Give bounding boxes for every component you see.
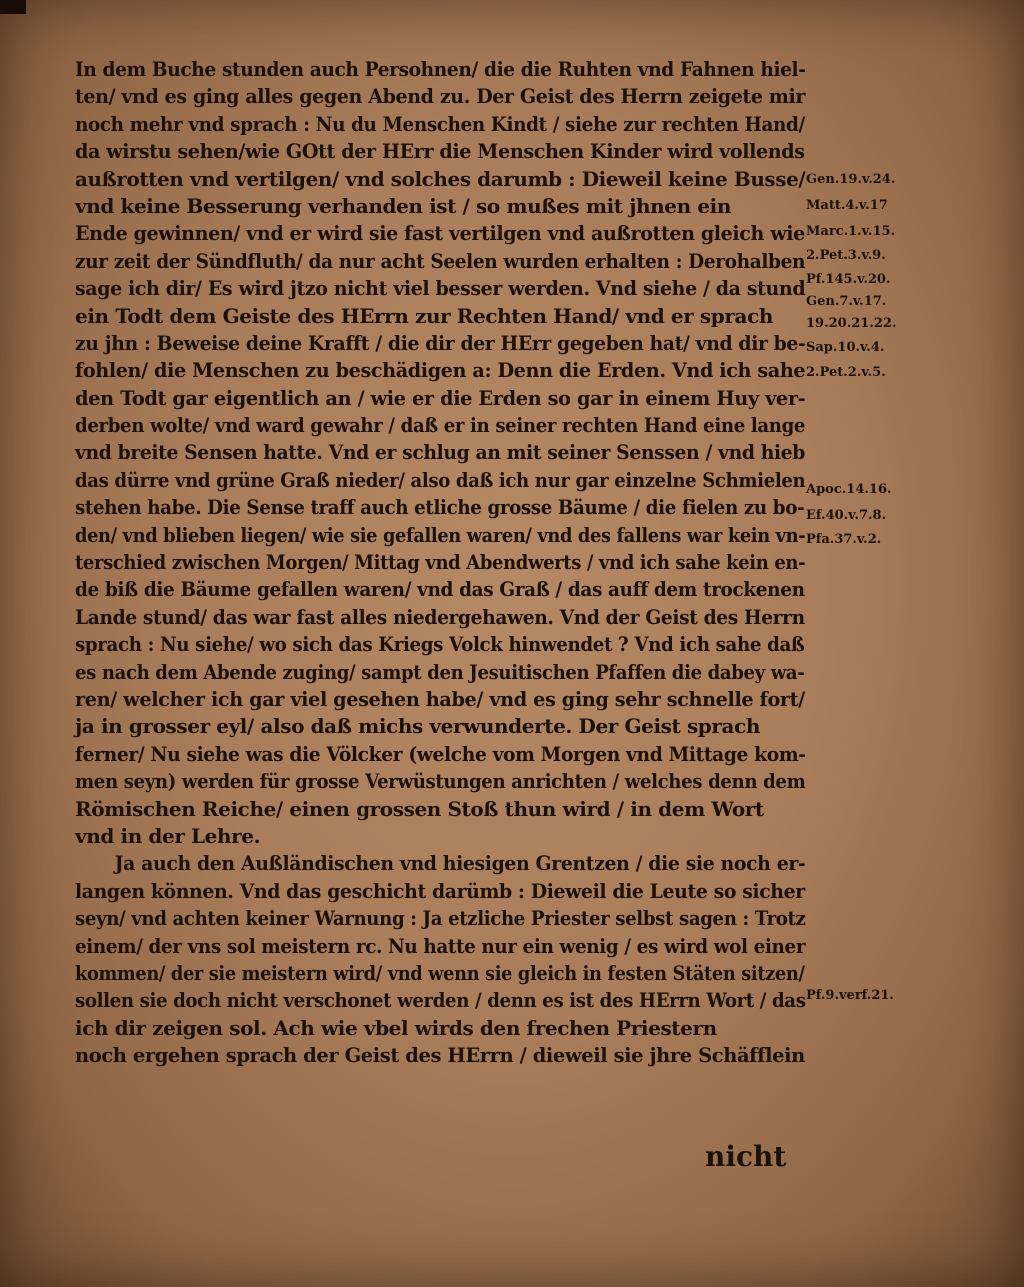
text-line: de biß die Bäume gefallen waren/ vnd das Graß / das auff dem trockenen: [75, 577, 805, 602]
text-line: men seyn) werden für grosse Verwüstungen anrichten / welches denn dem: [75, 769, 806, 794]
corner-mark: [0, 0, 26, 14]
text-line: noch mehr vnd sprach : Nu du Menschen Kindt / siehe zur rechten Hand/: [75, 111, 805, 136]
text-line: sage ich dir/ Es wird jtzo nicht viel besser werden. Vnd siehe / da stund: [75, 276, 806, 301]
text-line: einem/ der vns sol meistern rc. Nu hatte nur ein wenig / es wird wol einer: [75, 933, 806, 958]
text-line: In dem Buche stunden auch Persohnen/ die die Ruhten vnd Fahnen hiel-: [75, 57, 806, 81]
text-line: stehen habe. Die Sense traff auch etliche grosse Bäume / die fielen zu bo-: [75, 495, 805, 520]
text-line: zur zeit der Sündfluth/ da nur acht Seelen wurden erhalten : Derohalben: [75, 248, 806, 273]
text-line: langen können. Vnd das geschicht darümb : Dieweil die Leute so sicher: [75, 878, 805, 903]
text-line: das dürre vnd grüne Graß nieder/ also daß ich nur gar einzelne Schmielen: [75, 467, 806, 492]
text-line: ich dir zeigen sol. Ach wie vbel wirds den frechen Priestern: [75, 1015, 717, 1040]
margin-note: Sap.10.v.4.: [806, 340, 885, 355]
text-line: ren/ welcher ich gar viel gesehen habe/ vnd es ging sehr schnelle fort/: [75, 686, 805, 711]
text-line: Ende gewinnen/ vnd er wird sie fast vertilgen vnd außrotten gleich wie: [75, 221, 805, 246]
text-line: sollen sie doch nicht verschonet werden / denn es ist des HErrn Wort / das: [75, 988, 806, 1013]
catchword: nicht: [705, 1140, 787, 1173]
margin-note: Apoc.14.16.: [806, 482, 892, 497]
text-line: den/ vnd blieben liegen/ wie sie gefallen waren/ vnd des fallens war kein vn-: [75, 522, 806, 547]
text-line: terschied zwischen Morgen/ Mittag vnd Abendwerts / vnd ich sahe kein en-: [75, 550, 806, 575]
margin-note: Pf.145.v.20.: [806, 272, 891, 287]
text-line: fohlen/ die Menschen zu beschädigen a: Denn die Erden. Vnd ich sahe: [75, 358, 806, 383]
margin-note: Pfa.37.v.2.: [806, 532, 882, 547]
margin-note: 2.Pet.2.v.5.: [806, 365, 886, 380]
text-line: Römischen Reiche/ einen grossen Stoß thun wird / in dem Wort: [75, 796, 764, 821]
text-line: ein Todt dem Geiste des HErrn zur Rechten Hand/ vnd er sprach: [75, 303, 773, 328]
text-line: vnd in der Lehre.: [75, 823, 261, 848]
text-line: Lande stund/ das war fast alles niedergehawen. Vnd der Geist des Herrn: [75, 604, 805, 629]
margin-note: 2.Pet.3.v.9.: [806, 248, 886, 263]
text-line: sprach : Nu siehe/ wo sich das Kriegs Volck hinwendet ? Vnd ich sahe daß: [75, 632, 805, 657]
text-line: kommen/ der sie meistern wird/ vnd wenn sie gleich in festen Stäten sitzen/: [75, 960, 805, 985]
margin-note: Marc.1.v.15.: [806, 224, 896, 239]
text-line: da wirstu sehen/wie GOtt der HErr die Menschen Kinder wird vollends: [75, 139, 805, 164]
margin-note: Pf.9.verf.21.: [806, 988, 894, 1003]
margin-note: Gen.7.v.17.: [806, 294, 887, 309]
text-line: außrotten vnd vertilgen/ vnd solches darumb : Dieweil keine Busse/: [75, 166, 806, 191]
margin-note: Ef.40.v.7.8.: [806, 508, 887, 523]
text-line: zu jhn : Beweise deine Krafft / die dir der HErr gegeben hat/ vnd dir be-: [75, 330, 806, 355]
text-line: Ja auch den Außländischen vnd hiesigen Grentzen / die sie noch er-: [114, 851, 806, 876]
text-line: noch ergehen sprach der Geist des HErrn / dieweil sie jhre Schäfflein: [75, 1043, 805, 1068]
text-line: ferner/ Nu siehe was die Völcker (welche vom Morgen vnd Mittage kom-: [75, 741, 806, 766]
text-line: es nach dem Abende zuging/ sampt den Jesuitischen Pfaffen die dabey wa-: [75, 659, 805, 684]
text-line: seyn/ vnd achten keiner Warnung : Ja etzliche Priester selbst sagen : Trotz: [75, 906, 806, 931]
text-line: vnd breite Sensen hatte. Vnd er schlug an mit seiner Senssen / vnd hieb: [75, 440, 805, 465]
text-line: den Todt gar eigentlich an / wie er die Erden so gar in einem Huy ver-: [75, 385, 806, 410]
main-text-block: [75, 56, 805, 1069]
margin-note: Matt.4.v.17: [806, 198, 888, 213]
margin-note: 19.20.21.22.: [806, 316, 897, 331]
text-line: ja in grosser eyl/ also daß michs verwunderte. Der Geist sprach: [75, 714, 761, 739]
text-line: ten/ vnd es ging alles gegen Abend zu. Der Geist des Herrn zeigete mir: [75, 84, 806, 109]
text-line: vnd keine Besserung verhanden ist / so mußes mit jhnen ein: [75, 193, 731, 218]
margin-note: Gen.19.v.24.: [806, 172, 896, 187]
text-line: derben wolte/ vnd ward gewahr / daß er in seiner rechten Hand eine lange: [75, 413, 806, 438]
